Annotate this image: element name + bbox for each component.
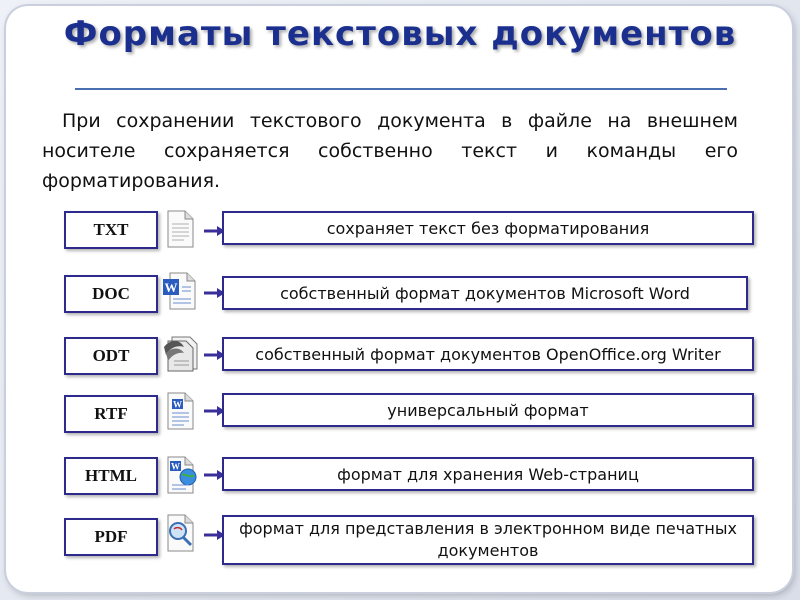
html-document-icon: [160, 455, 200, 495]
format-row-odt: [0, 333, 800, 377]
format-description-odt: собственный формат документов OpenOffice.org Writer: [222, 337, 754, 371]
svg-text:W: W: [171, 461, 180, 472]
slide-title: Форматы текстовых документов: [63, 14, 737, 54]
format-description-pdf: формат для представления в электронном виде печатных документов: [222, 515, 754, 565]
format-row-txt: [0, 209, 800, 253]
format-label-pdf: PDF: [64, 518, 158, 556]
format-description-rtf: универсальный формат: [222, 393, 754, 427]
format-label-odt: ODT: [64, 337, 158, 375]
format-label-doc: DOC: [64, 275, 158, 313]
format-description-txt: сохраняет текст без форматирования: [222, 211, 754, 245]
title-underline: [75, 88, 727, 90]
intro-paragraph: При сохранении текстового документа в файле на внешнем носителе сохраняется собственно текст и команды его форматирования.: [42, 110, 738, 192]
pdf-document-icon: [160, 513, 200, 553]
format-row-html: [0, 455, 800, 499]
format-description-html: формат для хранения Web-страниц: [222, 457, 754, 491]
openoffice-document-icon: [160, 333, 200, 373]
format-row-pdf: [0, 513, 800, 560]
format-row-rtf: [0, 391, 800, 435]
word-document-icon: [160, 271, 200, 311]
format-label-txt: TXT: [64, 211, 158, 249]
format-description-doc: собственный формат документов Microsoft Word: [222, 276, 748, 310]
rtf-document-icon: [160, 391, 200, 431]
plain-document-icon: [160, 209, 200, 249]
format-label-html: HTML: [64, 457, 158, 495]
format-row-doc: [0, 271, 800, 315]
format-label-rtf: RTF: [64, 395, 158, 433]
svg-text:W: W: [173, 399, 182, 410]
svg-text:W: W: [164, 280, 178, 295]
